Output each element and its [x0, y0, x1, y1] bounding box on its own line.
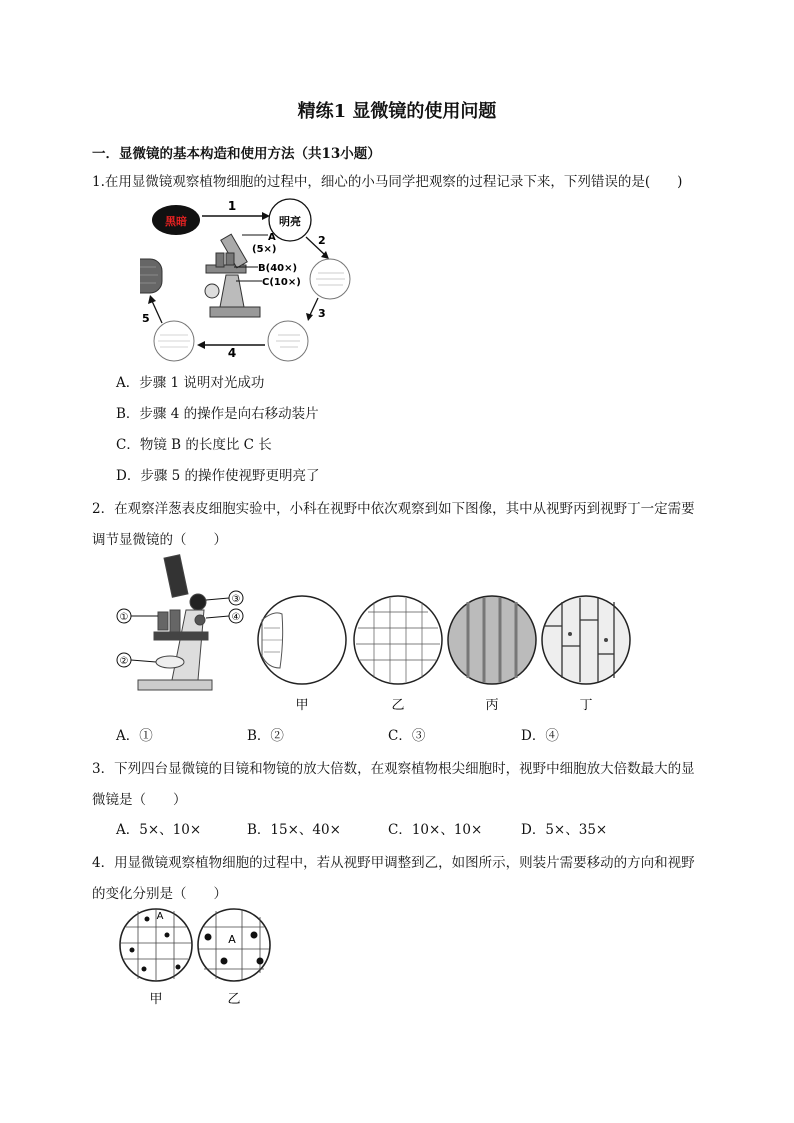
q4-mark-a-jia: A	[156, 911, 164, 922]
step-4-label: 4	[227, 346, 237, 360]
objective-a-mag: (5×)	[252, 244, 277, 255]
q3-option-a[interactable]: A．5×、10×	[116, 822, 202, 838]
step-5-label: 5	[142, 312, 150, 325]
view-yi-label: 乙	[391, 698, 405, 713]
q2-option-a[interactable]: A．①	[116, 728, 153, 744]
view-bing-circle	[448, 596, 536, 684]
step-1-label: 1	[227, 199, 237, 213]
label-2: ②	[119, 656, 129, 667]
label-3: ③	[231, 594, 241, 605]
q4-view-jia-label: 甲	[149, 992, 163, 1007]
q3-option-d[interactable]: D．5×、35×	[521, 822, 608, 838]
q1-option-a[interactable]: A．步骤 1 说明对光成功	[116, 375, 265, 391]
dark-label: 黑暗	[165, 215, 187, 228]
q3-option-c[interactable]: C．10×、10×	[388, 822, 483, 838]
label-4: ④	[231, 612, 241, 623]
q2-option-b[interactable]: B．②	[247, 728, 284, 744]
step-2-label: 2	[318, 234, 326, 247]
q1-option-b[interactable]: B．步骤 4 的操作是向右移动装片	[116, 406, 319, 422]
q4-views-figure	[112, 905, 292, 1010]
view-yi-circle	[354, 596, 442, 684]
question-4-stem: 4．用显微镜观察植物细胞的过程中，若从视野甲调整到乙，如图所示，则装片需要移动的方向和视野的变化分别是（ ）	[92, 855, 695, 902]
step-3-label: 3	[318, 307, 326, 320]
bright-label: 明亮	[279, 215, 301, 228]
objective-a-label: A	[268, 232, 276, 243]
question-1-stem: 1.在用显微镜观察植物细胞的过程中，细心的小马同学把观察的过程记录下来，下列错误的是( )	[92, 174, 683, 190]
view-bing-label: 丙	[485, 698, 499, 713]
q2-microscope-views-figure	[112, 550, 652, 715]
q4-mark-a-yi: A	[228, 933, 236, 946]
q1-observation-figure	[140, 195, 370, 365]
q1-option-c[interactable]: C．物镜 B 的长度比 C 长	[116, 437, 272, 453]
objective-c-label: C(10×)	[262, 277, 301, 288]
q1-option-d[interactable]: D．步骤 5 的操作使视野更明亮了	[116, 468, 320, 484]
label-1: ①	[119, 612, 129, 623]
question-3-stem: 3．下列四台显微镜的目镜和物镜的放大倍数，在观察植物根尖细胞时，视野中细胞放大倍数最大的显微镜是（ ）	[92, 761, 695, 808]
view-jia-label: 甲	[295, 698, 309, 713]
q2-option-d[interactable]: D．④	[521, 728, 559, 744]
view-ding-label: 丁	[579, 698, 593, 713]
objective-b-label: B(40×)	[258, 263, 298, 274]
page-title: 精练1 显微镜的使用问题	[297, 101, 497, 122]
q2-option-c[interactable]: C．③	[388, 728, 426, 744]
view-ding-circle	[542, 596, 630, 684]
section-heading: 一．显微镜的基本构造和使用方法（共13小题）	[92, 146, 381, 162]
q4-view-yi-label: 乙	[227, 992, 241, 1007]
question-2-stem: 2．在观察洋葱表皮细胞实验中，小科在视野中依次观察到如下图像，其中从视野丙到视野丁一定需要调节显微镜的（ ）	[92, 501, 695, 548]
q3-option-b[interactable]: B．15×、40×	[247, 822, 341, 838]
